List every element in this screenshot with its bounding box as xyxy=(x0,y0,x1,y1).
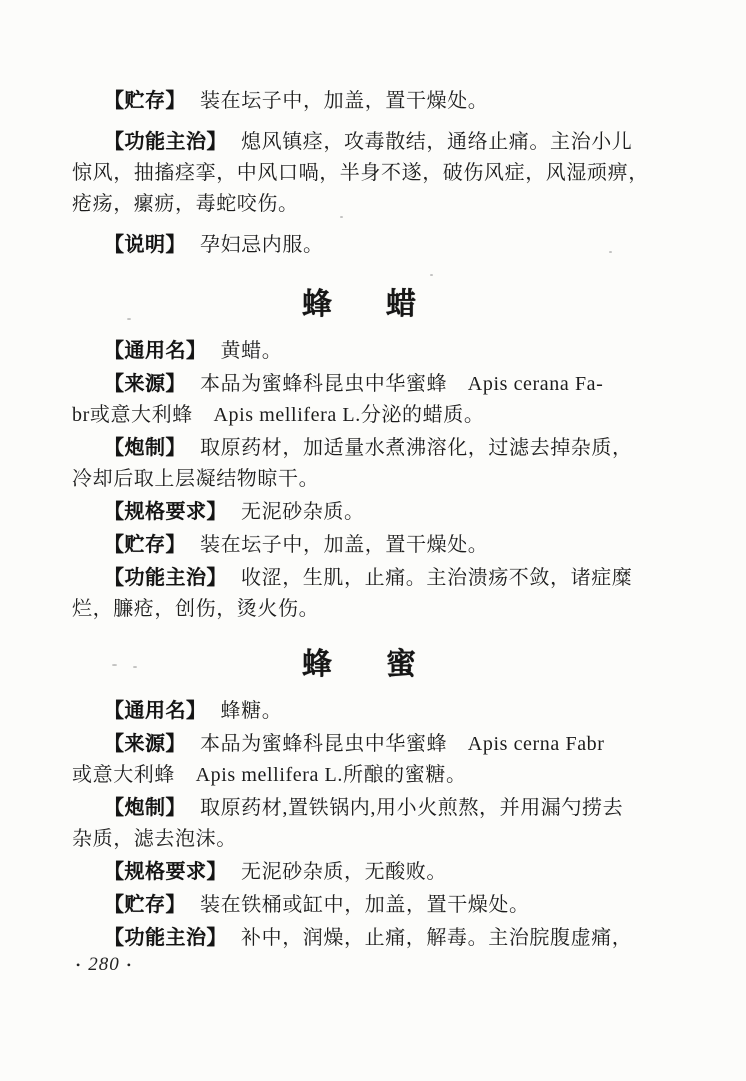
scan-speck xyxy=(127,318,131,320)
text-line: 或意大利蜂 Apis mellifera L.所酿的蜜糖。 xyxy=(72,764,467,786)
field-label: 【通用名】 xyxy=(104,340,207,362)
text-line xyxy=(72,369,678,400)
entry-title-char: 蜂 xyxy=(302,288,332,321)
field-label: 【规格要求】 xyxy=(104,501,227,523)
field-label: 【贮存】 xyxy=(104,90,186,112)
text-line: 惊风，抽搐痉挛，中风口喎，半身不遂，破伤风症，风湿顽痹， xyxy=(72,162,649,184)
entry-beeswax xyxy=(72,284,678,625)
field-label: 【功能主治】 xyxy=(104,131,227,153)
entry-title xyxy=(56,284,662,326)
lead-entry-body xyxy=(72,86,678,261)
paragraph xyxy=(72,890,678,921)
text-line xyxy=(72,86,678,117)
entry-title-char: 蜂 xyxy=(302,648,332,681)
field-label: 【来源】 xyxy=(104,373,186,395)
field-label: 【炮制】 xyxy=(104,437,186,459)
text-line: 烂，臁疮，创伤，烫火伤。 xyxy=(72,598,320,620)
page-number: 280 xyxy=(88,954,120,975)
field-text: 装在坛子中，加盖，置干燥处。 xyxy=(200,90,489,112)
paragraph xyxy=(72,336,678,367)
field-label: 【贮存】 xyxy=(104,534,186,556)
text-line xyxy=(72,696,678,727)
text-line xyxy=(72,433,678,464)
field-label: 【炮制】 xyxy=(104,797,186,819)
paragraph xyxy=(72,563,678,625)
paragraph xyxy=(72,696,678,727)
entry-title xyxy=(56,644,662,686)
field-text: 蜂糖。 xyxy=(220,700,283,722)
field-text: 装在铁桶或缸中，加盖，置干燥处。 xyxy=(200,894,530,916)
paragraph xyxy=(72,497,678,528)
field-text: 本品为蜜蜂科昆虫中华蜜蜂 Apis cerana Fa- xyxy=(200,373,604,395)
footer-dot-icon: • xyxy=(126,957,132,972)
text-line: 冷却后取上层凝结物晾干。 xyxy=(72,468,320,490)
text-line xyxy=(72,336,678,367)
field-text: 本品为蜜蜂科昆虫中华蜜蜂 Apis cerna Fabr xyxy=(200,733,605,755)
text-line xyxy=(72,857,678,888)
scan-speck xyxy=(430,274,433,276)
paragraph xyxy=(72,530,678,561)
paragraph xyxy=(72,923,678,954)
field-text: 取原药材,置铁锅内,用小火煎熬，并用漏勺捞去 xyxy=(200,797,624,819)
field-label: 【功能主治】 xyxy=(104,567,227,589)
scan-speck xyxy=(112,664,117,666)
scan-speck xyxy=(609,251,612,253)
text-line: br或意大利蜂 Apis mellifera L.分泌的蜡质。 xyxy=(72,404,485,426)
field-label: 【贮存】 xyxy=(104,894,186,916)
text-line: 杂质，滤去泡沫。 xyxy=(72,828,237,850)
text-line xyxy=(72,530,678,561)
field-label: 【来源】 xyxy=(104,733,186,755)
text-line xyxy=(72,923,678,954)
text-line xyxy=(72,497,678,528)
field-label: 【规格要求】 xyxy=(104,861,227,883)
field-text: 孕妇忌内服。 xyxy=(200,234,324,256)
field-text: 收涩，生肌，止痛。主治溃疡不敛，诸症糜 xyxy=(241,567,633,589)
scan-speck xyxy=(340,216,343,218)
entry-title-char: 蜡 xyxy=(386,288,416,321)
text-line xyxy=(72,563,678,594)
paragraph xyxy=(72,793,678,855)
paragraph xyxy=(72,127,678,220)
entry-honey xyxy=(72,644,678,954)
entry-title-char: 蜜 xyxy=(386,648,416,681)
field-text: 补中，润燥，止痛，解毒。主治脘腹虚痛， xyxy=(241,927,633,949)
text-line xyxy=(72,793,678,824)
field-text: 无泥砂杂质，无酸败。 xyxy=(241,861,447,883)
text-line xyxy=(72,230,678,261)
paragraph xyxy=(72,230,678,261)
footer-dot-icon: • xyxy=(76,957,82,972)
field-label: 【通用名】 xyxy=(104,700,207,722)
field-text: 熄风镇痉，攻毒散结，通络止痛。主治小儿 xyxy=(241,131,633,153)
paragraph xyxy=(72,86,678,117)
field-label: 【说明】 xyxy=(104,234,186,256)
text-line xyxy=(72,729,678,760)
scan-speck xyxy=(268,203,271,206)
text-line xyxy=(72,127,678,158)
field-label: 【功能主治】 xyxy=(104,927,227,949)
paragraph xyxy=(72,369,678,431)
paragraph xyxy=(72,433,678,495)
field-text: 黄蜡。 xyxy=(220,340,283,362)
paragraph xyxy=(72,729,678,791)
scan-speck xyxy=(133,666,137,668)
text-line: 疮疡，瘰疬，毒蛇咬伤。 xyxy=(72,193,299,215)
field-text: 取原药材，加适量水煮沸溶化，过滤去掉杂质， xyxy=(200,437,633,459)
paragraph xyxy=(72,857,678,888)
text-line xyxy=(72,890,678,921)
field-text: 无泥砂杂质。 xyxy=(241,501,365,523)
field-text: 装在坛子中，加盖，置干燥处。 xyxy=(200,534,489,556)
page-footer xyxy=(76,954,132,976)
